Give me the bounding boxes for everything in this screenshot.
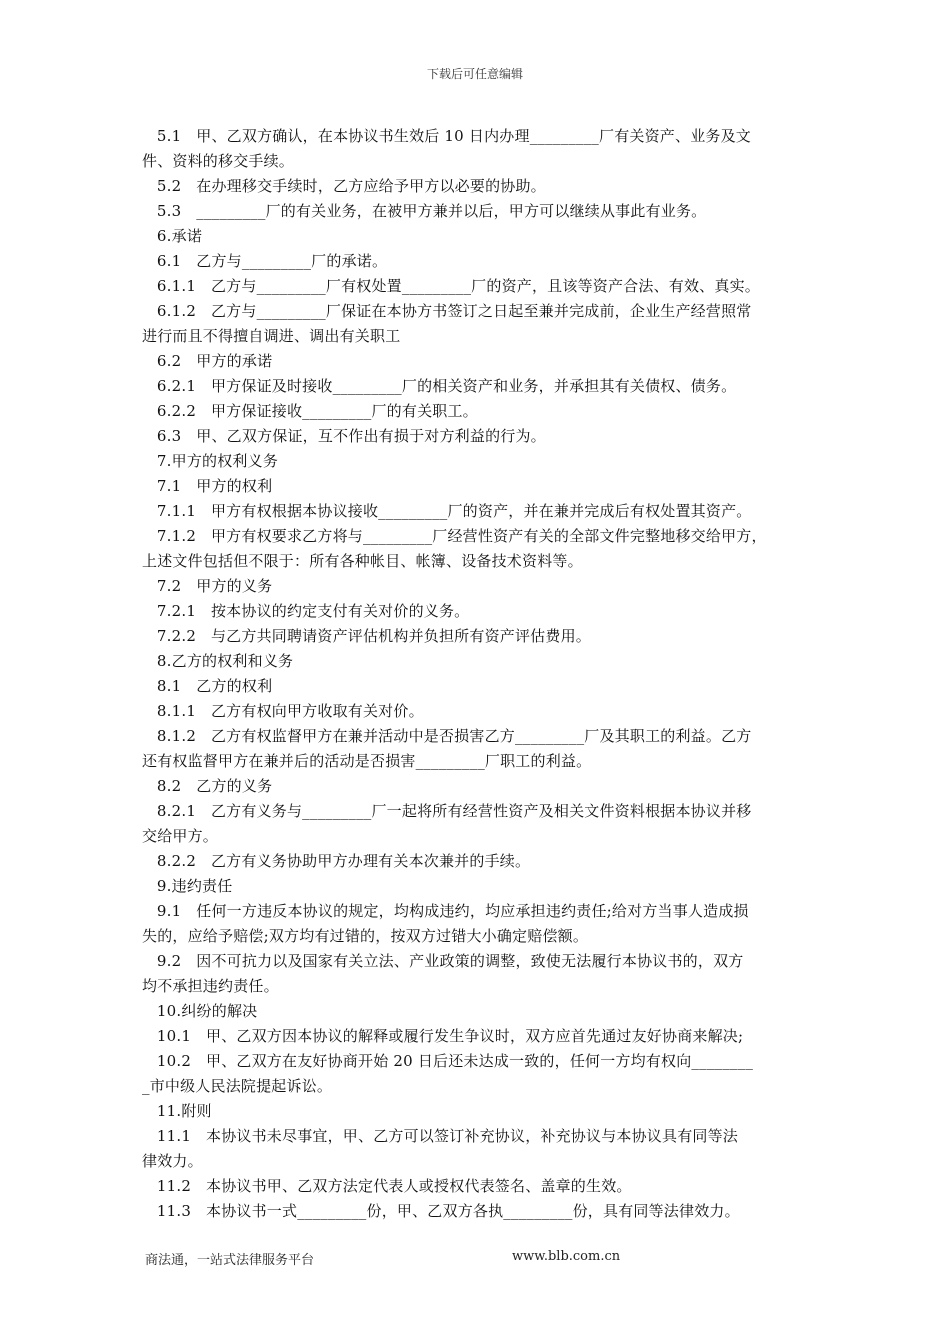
- document-line: 6.2.2 甲方保证接收_________厂的有关职工。: [142, 402, 478, 420]
- document-line: 失的，应给予赔偿;双方均有过错的，按双方过错大小确定赔偿额。: [142, 927, 589, 945]
- document-line: 6.1.1 乙方与_________厂有权处置_________厂的资产，且该等资产合法、有效、真实。: [142, 277, 760, 295]
- document-line: 10.纠纷的解决: [142, 1002, 258, 1020]
- document-line: 9.2 因不可抗力以及国家有关立法、产业政策的调整，致使无法履行本协议书的，双方: [142, 952, 744, 970]
- footer-website-url[interactable]: www.blb.com.cn: [512, 1249, 621, 1264]
- document-line: 8.1 乙方的权利: [142, 677, 273, 695]
- document-line: 律效力。: [142, 1152, 203, 1170]
- document-line: 11.3 本协议书一式_________份，甲、乙双方各执_________份，具有同等法律效力。: [142, 1202, 740, 1220]
- document-line: 8.1.2 乙方有权监督甲方在兼并活动中是否损害乙方_________厂及其职工的利益。乙方: [142, 727, 752, 745]
- document-line: _市中级人民法院提起诉讼。: [142, 1077, 333, 1095]
- page-header-note: 下载后可任意编辑: [426, 67, 523, 81]
- document-line: 7.2.1 按本协议的约定支付有关对价的义务。: [142, 602, 470, 620]
- document-line: 7.2 甲方的义务: [142, 577, 273, 595]
- document-line: 8.2.1 乙方有义务与_________厂一起将所有经营性资产及相关文件资料根据本协议并移: [142, 802, 752, 820]
- document-line: 进行而且不得擅自调进、调出有关职工: [142, 327, 401, 345]
- document-line: 11.2 本协议书甲、乙双方法定代表人或授权代表签名、盖章的生效。: [142, 1177, 632, 1195]
- footer-platform-name: 商法通，一站式法律服务平台: [145, 1253, 315, 1268]
- document-line: 7.2.2 与乙方共同聘请资产评估机构并负担所有资产评估费用。: [142, 627, 591, 645]
- document-line: 11.附则: [142, 1102, 212, 1120]
- document-line: 上述文件包括但不限于：所有各种帐目、帐簿、设备技术资料等。: [142, 552, 583, 570]
- document-line: 交给甲方。: [142, 827, 219, 845]
- document-line: 6.2.1 甲方保证及时接收_________厂的相关资产和业务，并承担其有关债权、债务。: [142, 377, 737, 395]
- document-line: 6.1 乙方与_________厂的承诺。: [142, 252, 388, 270]
- document-line: 件、资料的移交手续。: [142, 152, 295, 170]
- document-line: 5.2 在办理移交手续时，乙方应给予甲方以必要的协助。: [142, 177, 546, 195]
- document-line: 7.1 甲方的权利: [142, 477, 273, 495]
- document-line: 7.1.1 甲方有权根据本协议接收_________厂的资产，并在兼并完成后有权处置其资产。: [142, 502, 752, 520]
- document-line: 7.1.2 甲方有权要求乙方将与_________厂经营性资产有关的全部文件完整地移交给甲方，: [142, 527, 767, 545]
- document-line: 8.乙方的权利和义务: [142, 652, 294, 670]
- document-line: 10.1 甲、乙双方因本协议的解释或履行发生争议时，双方应首先通过友好协商来解决;: [142, 1027, 744, 1045]
- document-line: 8.1.1 乙方有权向甲方收取有关对价。: [142, 702, 424, 720]
- document-line: 均不承担违约责任。: [142, 977, 279, 995]
- document-line: 6.2 甲方的承诺: [142, 352, 273, 370]
- document-line: 5.1 甲、乙双方确认，在本协议书生效后 10 日内办理_________厂有关资产、业务及文: [142, 127, 751, 145]
- document-line: 6.承诺: [142, 227, 203, 245]
- document-line: 8.2 乙方的义务: [142, 777, 273, 795]
- document-line: 6.1.2 乙方与_________厂保证在本协方书签订之日起至兼并完成前，企业生产经营照常: [142, 302, 752, 320]
- document-line: 8.2.2 乙方有义务协助甲方办理有关本次兼并的手续。: [142, 852, 531, 870]
- document-line: 还有权监督甲方在兼并后的活动是否损害_________厂职工的利益。: [142, 752, 592, 770]
- document-line: 9.1 任何一方违反本协议的规定，均构成违约，均应承担违约责任;给对方当事人造成损: [142, 902, 749, 920]
- document-line: 5.3 _________厂的有关业务，在被甲方兼并以后，甲方可以继续从事此有业务。: [142, 202, 707, 220]
- document-line: 9.违约责任: [142, 877, 233, 895]
- document-body: [142, 124, 810, 1224]
- document-line: 7.甲方的权利义务: [142, 452, 279, 470]
- document-line: 10.2 甲、乙双方在友好协商开始 20 日后还未达成一致的，任何一方均有权向________: [142, 1052, 754, 1070]
- document-line: 11.1 本协议书未尽事宜，甲、乙方可以签订补充协议，补充协议与本协议具有同等法: [142, 1127, 739, 1145]
- document-line: 6.3 甲、乙双方保证，互不作出有损于对方利益的行为。: [142, 427, 546, 445]
